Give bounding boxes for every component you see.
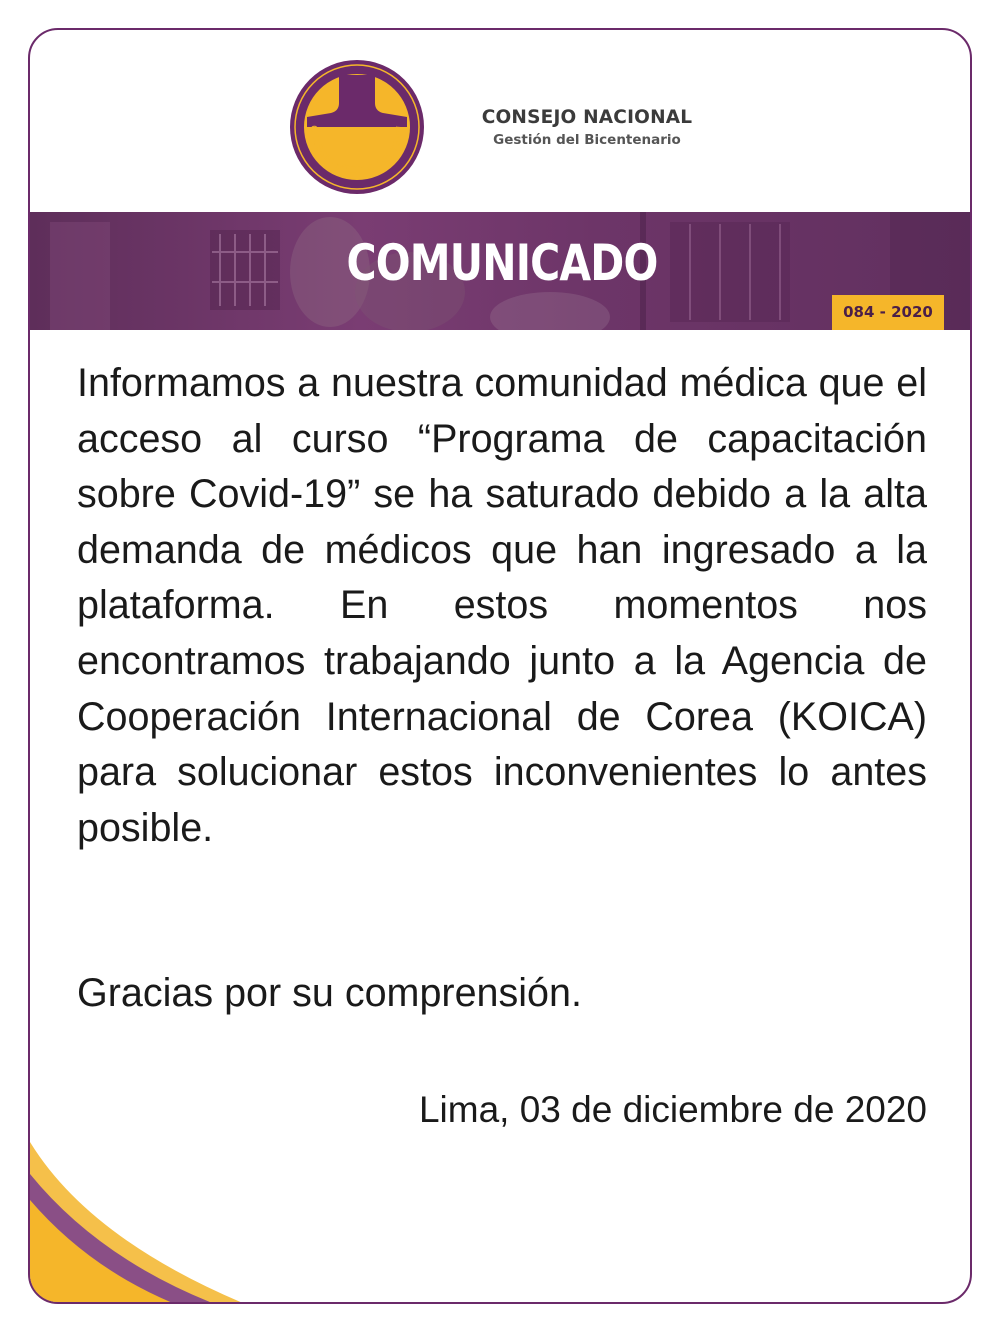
corner-swoosh-decoration bbox=[30, 1130, 290, 1304]
thanks-text: Gracias por su comprensión. bbox=[77, 971, 582, 1015]
place-date: Lima, 03 de diciembre de 2020 bbox=[418, 1089, 927, 1130]
org-subtitle: Gestión del Bicentenario bbox=[493, 132, 681, 148]
colegio-medico-logo bbox=[289, 59, 425, 195]
logo-ring-text: COLEGIO MEDICO DEL PERÚ bbox=[307, 125, 407, 177]
title-banner bbox=[30, 212, 972, 330]
body-paragraph: Informamos a nuestra comunidad médica que el acceso al curso “Programa de capacitación sobre Covid-19” se ha saturado debido a la alta demanda de médicos que han ingresado a la plataforma. En estos momentos nos encontramos trabajando junto a la Agencia de Cooperación Internacional de Corea (KOICA) para solucionar estos inconvenientes lo antes posible. bbox=[77, 361, 927, 850]
banner-title: COMUNICADO bbox=[346, 234, 658, 292]
org-name: CONSEJO NACIONAL bbox=[481, 107, 693, 128]
communique-number-badge: 084 - 2020 bbox=[832, 295, 944, 330]
communique-card bbox=[28, 28, 972, 1304]
